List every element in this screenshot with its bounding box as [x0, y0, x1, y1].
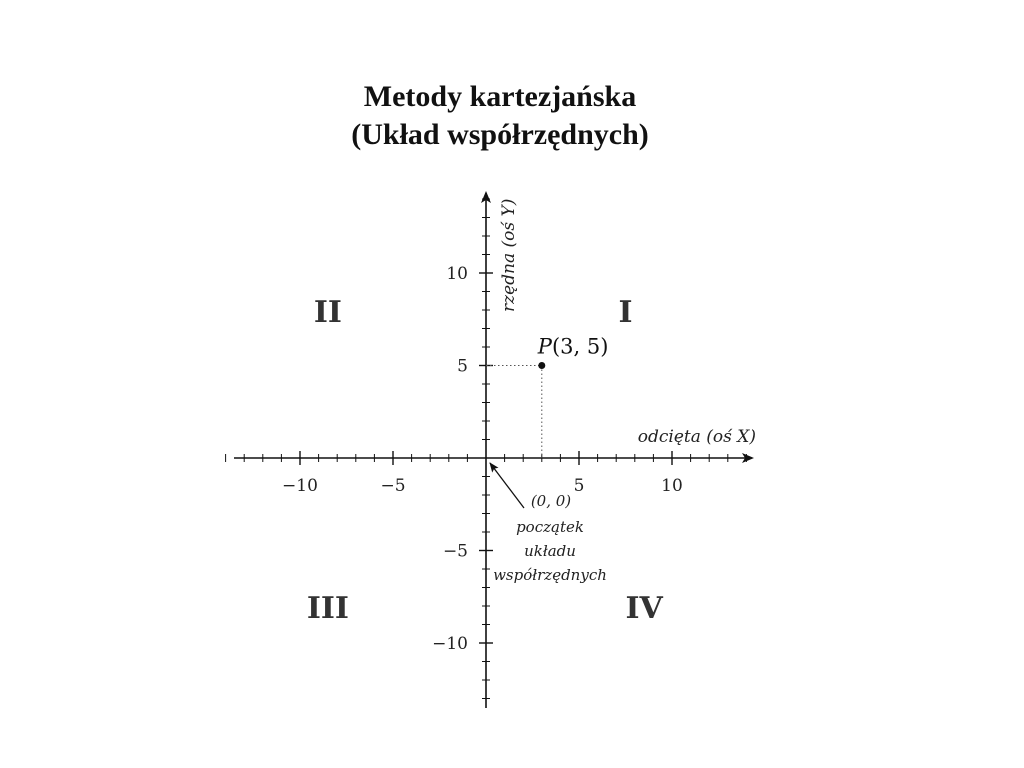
quadrant-label-iii: III	[306, 591, 349, 626]
point-p	[486, 335, 608, 459]
quadrant-label-iv: IV	[625, 591, 663, 626]
quadrant-label-ii: II	[313, 295, 342, 330]
x-tick-labels	[282, 476, 683, 496]
point-label	[537, 335, 609, 359]
y-tick-labels	[432, 264, 468, 654]
origin-annotation	[490, 463, 607, 584]
y-tick-label: 5	[457, 356, 468, 377]
quadrant-label-i: I	[618, 295, 633, 330]
x-tick-label: 10	[661, 476, 683, 496]
title-line-2: (Układ współrzędnych)	[351, 118, 649, 151]
origin-pointer-arrow	[490, 463, 524, 508]
origin-caption-line-3: współrzędnych	[493, 566, 607, 584]
y-tick-label: −10	[432, 634, 468, 654]
title-line-1: Metody kartezjańska	[363, 80, 637, 113]
x-axis-label: odcięta (oś X)	[637, 427, 756, 447]
point-name: P	[537, 334, 552, 359]
origin-caption-line-1: początek	[516, 518, 584, 536]
origin-caption-line-2: układu	[524, 542, 576, 560]
y-tick-label: −5	[442, 541, 468, 562]
y-tick-label: 10	[446, 264, 468, 284]
point-coords: (3, 5)	[551, 334, 609, 359]
quadrant-labels	[307, 295, 664, 626]
origin-coords: (0, 0)	[530, 492, 572, 510]
x-tick-label: −10	[282, 476, 318, 496]
x-tick-label: 5	[573, 476, 585, 496]
point-marker	[538, 362, 545, 369]
y-axis-label: rzędna (oś Y)	[499, 198, 519, 312]
x-tick-label: −5	[380, 476, 406, 496]
